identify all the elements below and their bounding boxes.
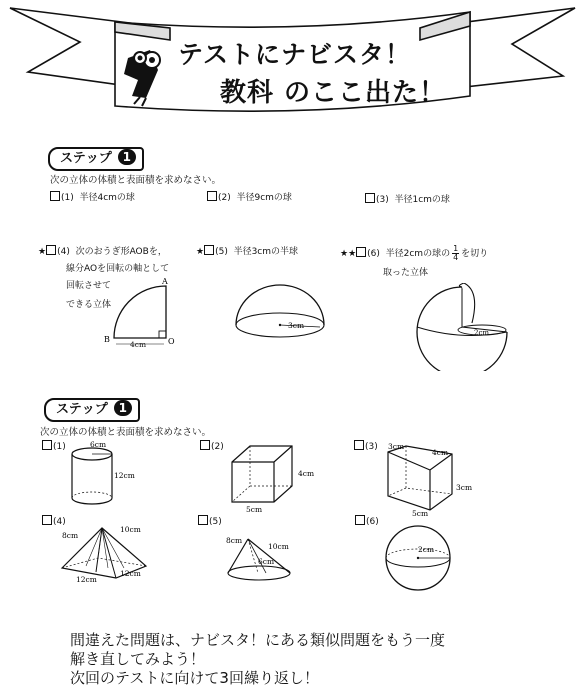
checkbox-icon[interactable] bbox=[200, 440, 210, 450]
step2-question-6: (6) bbox=[355, 515, 379, 529]
step2-question-4: (4) bbox=[42, 515, 66, 529]
cone-height-label: 6cm bbox=[258, 557, 275, 566]
hemisphere-radius-label: 3cm bbox=[288, 321, 305, 330]
step1-question-4-line3: 回転させて bbox=[66, 281, 112, 291]
banner-title-line2: 教科 のここ出た！ bbox=[220, 78, 447, 108]
pyramid-base-label: 12cm bbox=[76, 575, 97, 584]
footer-line2: 解き直してみよう！ bbox=[70, 650, 206, 668]
checkbox-icon[interactable] bbox=[204, 245, 214, 255]
cylinder-height-label: 12cm bbox=[114, 471, 135, 480]
checkbox-icon[interactable] bbox=[50, 191, 60, 201]
checkbox-icon[interactable] bbox=[207, 191, 217, 201]
step2-question-5: (5) bbox=[198, 515, 222, 529]
cone-edge-label: 10cm bbox=[268, 542, 289, 551]
checkbox-icon[interactable] bbox=[356, 247, 366, 257]
footer-line3: 次回のテストに向けて3回繰り返し！ bbox=[70, 669, 319, 687]
sector-label-b: B bbox=[104, 335, 110, 344]
box-height-label: 4cm bbox=[298, 469, 315, 478]
checkbox-icon[interactable] bbox=[42, 440, 52, 450]
sector-label-a: A bbox=[162, 278, 168, 286]
box-figure bbox=[226, 440, 326, 516]
prism-label-a: 3cm bbox=[388, 442, 405, 451]
sector-radius-label: 4cm bbox=[130, 340, 147, 349]
checkbox-icon[interactable] bbox=[46, 245, 56, 255]
pyramid-edge-label: 10cm bbox=[120, 525, 141, 534]
quarter-sphere-radius-label: 2cm bbox=[474, 329, 490, 337]
sphere-radius-label: 2cm bbox=[418, 545, 435, 554]
cone-side-label: 8cm bbox=[226, 536, 243, 545]
step1-label: ステップ bbox=[60, 151, 112, 166]
checkbox-icon[interactable] bbox=[42, 515, 52, 525]
hemisphere-figure bbox=[230, 283, 330, 345]
step1-question-6: ★★ (6) 半径2cmの球の $\frac{1}{4}$ を切り bbox=[340, 244, 489, 262]
footer-line1: 間違えた問題は、ナビスタ！にある類似問題をもう一度 bbox=[70, 631, 446, 649]
cylinder-figure bbox=[64, 440, 144, 508]
step2-instruction: 次の立体の体積と表面積を求めなさい。 bbox=[40, 427, 212, 438]
step2-question-3: (3) bbox=[354, 440, 378, 454]
step1-instruction: 次の立体の体積と表面積を求めなさい。 bbox=[50, 175, 222, 186]
step1-question-1: (1) 半径4cmの球 bbox=[50, 191, 135, 205]
step2-badge bbox=[44, 398, 140, 422]
pyramid-height-label: 12cm bbox=[120, 569, 141, 578]
step2-number: 1 bbox=[114, 400, 132, 416]
sphere-figure bbox=[382, 522, 456, 596]
step1-number: 1 bbox=[118, 149, 136, 165]
prism-width-label: 5cm bbox=[412, 509, 429, 518]
prism-figure bbox=[382, 440, 482, 520]
step1-question-4: ★ (4) 次のおうぎ形AOBを， bbox=[38, 247, 167, 257]
step1-question-3: (3) 半径1cmの球 bbox=[365, 193, 450, 207]
fraction: $\frac{1}{4}$ bbox=[453, 244, 459, 262]
step1-question-2: (2) 半径9cmの球 bbox=[207, 191, 292, 205]
sector-label-o: O bbox=[168, 337, 175, 346]
step1-question-4-line2: 線分AOを回転の軸として bbox=[66, 264, 170, 274]
prism-label-b: 4cm bbox=[432, 448, 449, 457]
pyramid-figure bbox=[56, 522, 156, 586]
step1-question-4-line4: できる立体 bbox=[66, 300, 112, 310]
box-width-label: 5cm bbox=[246, 505, 263, 514]
checkbox-icon[interactable] bbox=[365, 193, 375, 203]
quarter-sphere-figure bbox=[412, 283, 512, 371]
prism-height-label: 3cm bbox=[456, 483, 473, 492]
step1-question-5: ★ (5) 半径3cmの半球 bbox=[196, 247, 299, 257]
pyramid-side-label: 8cm bbox=[62, 531, 79, 540]
cylinder-radius-label: 6cm bbox=[90, 440, 107, 449]
step1-badge bbox=[48, 147, 144, 171]
cone-figure bbox=[224, 535, 304, 585]
checkbox-icon[interactable] bbox=[198, 515, 208, 525]
sector-figure bbox=[100, 278, 190, 350]
checkbox-icon[interactable] bbox=[354, 440, 364, 450]
step2-question-1: (1) bbox=[42, 440, 66, 454]
step2-question-2: (2) bbox=[200, 440, 224, 454]
banner-title-line1: テストにナビスタ！ bbox=[178, 40, 412, 69]
checkbox-icon[interactable] bbox=[355, 515, 365, 525]
step1-question-6-line2: 取った立体 bbox=[383, 268, 429, 278]
step2-label: ステップ bbox=[56, 402, 108, 417]
